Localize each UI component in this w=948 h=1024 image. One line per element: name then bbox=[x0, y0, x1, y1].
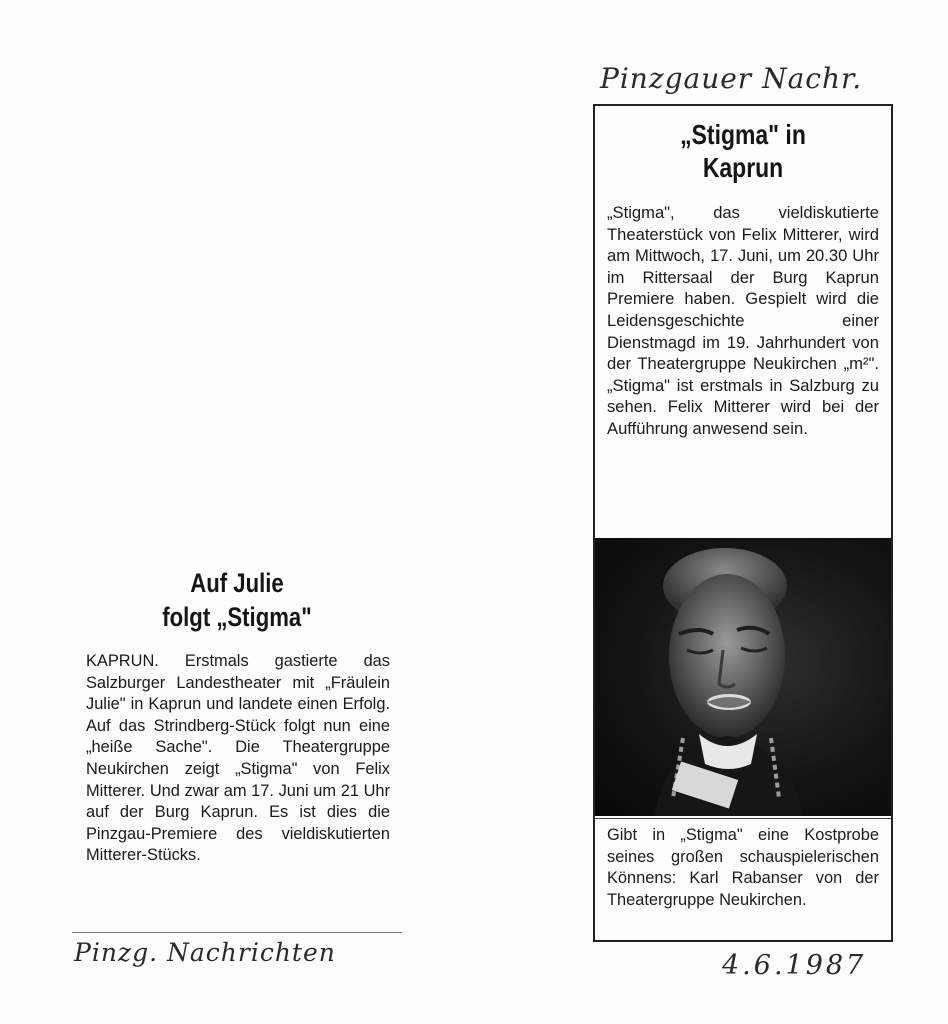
handwritten-source-note: Pinzgauer Nachr. bbox=[600, 62, 863, 95]
handwritten-source-note-bottom: Pinzg. Nachrichten bbox=[74, 938, 336, 967]
actor-portrait-photo bbox=[595, 538, 891, 816]
right-article-clipping bbox=[593, 104, 893, 942]
left-article-clipping bbox=[72, 560, 402, 933]
left-headline-line-1: Auf Julie bbox=[190, 568, 284, 598]
portrait-illustration bbox=[595, 538, 891, 816]
right-headline bbox=[622, 118, 865, 184]
left-article-body: KAPRUN. Erstmals gastierte das Salzburger Landestheater mit „Fräulein Julie" in Kaprun und landete einen Erfolg. Auf das Strindberg-Stück folgt nun eine „heiße Sache". Die Theatergruppe Neukirchen zeigt „Stigma" von Felix Mitterer. Und zwar am 17. Juni um 21 Uhr auf der Burg Kaprun. Es ist dies die Pinzgau-Premiere des vieldiskutierten Mitterer-Stücks. bbox=[86, 652, 390, 865]
left-headline bbox=[102, 566, 373, 634]
photo-caption: Gibt in „Stigma" eine Kostprobe seines großen schauspielerischen Könnens: Karl Rabanser von der Theatergruppe Neukirchen. bbox=[595, 818, 891, 911]
handwritten-date: 4.6.1987 bbox=[722, 950, 867, 981]
left-headline-line-2: folgt „Stigma" bbox=[162, 602, 312, 632]
right-article-body: „Stigma", das vieldiskutierte Theaterstück von Felix Mitterer, wird am Mittwoch, 17. Juni, um 20.30 Uhr im Rittersaal der Burg Kaprun Premiere haben. Gespielt wird die Leidensgeschichte einer Dienstmagd im 19. Jahrhundert von der Theatergruppe Neukirchen „m²". „Stigma" ist erstmals in Salzburg zu sehen. Felix Mitterer wird bei der Aufführung anwesend sein. bbox=[607, 203, 879, 438]
right-headline-line-2: Kaprun bbox=[702, 152, 784, 183]
right-headline-line-1: „Stigma" in bbox=[680, 119, 806, 150]
